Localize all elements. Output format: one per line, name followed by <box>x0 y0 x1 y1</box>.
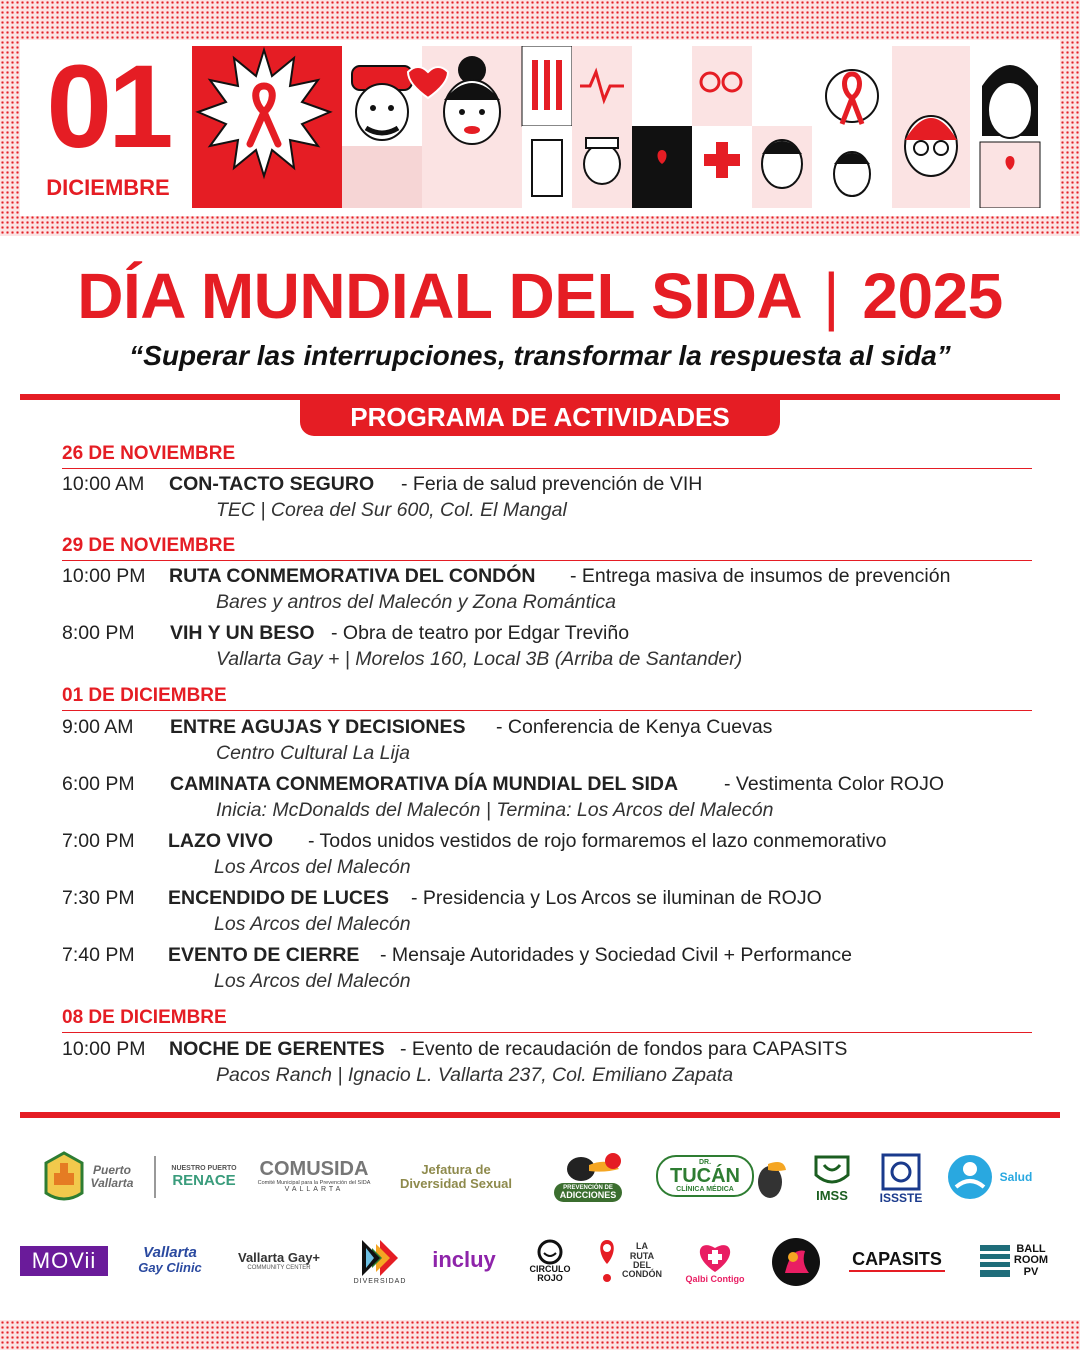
ballroom-stripes-icon <box>980 1245 1010 1277</box>
logo-text: MOVii <box>31 1248 97 1273</box>
event-title: ENTRE AGUJAS Y DECISIONES <box>170 716 466 738</box>
event-line <box>62 621 630 645</box>
event-time: 8:00 PM <box>62 622 135 644</box>
ballroom-text-stack <box>1014 1244 1048 1279</box>
logo-text: CONDÓN <box>622 1269 662 1280</box>
pacos-ranch-emblem-icon <box>771 1237 821 1287</box>
logo-text: Comité Municipal para la Prevención del SIDA <box>257 1180 371 1186</box>
event-location: Inicia: McDonalds del Malecón | Termina: Los Arcos del Malecón <box>216 799 774 821</box>
prevencion-adicciones-logo <box>540 1144 636 1206</box>
main-title <box>0 258 1080 334</box>
logo-text: Puerto Vallarta <box>90 1163 134 1190</box>
issste-logo <box>874 1148 928 1208</box>
logo-text: CAPASITS <box>852 1248 942 1269</box>
ruta-del-condon-logo <box>594 1234 664 1288</box>
event-line <box>62 1037 848 1061</box>
adicciones-badge <box>554 1183 623 1202</box>
salud-logo <box>944 1152 1034 1202</box>
logo-text: Gay Clinic <box>138 1260 202 1276</box>
logo-text: BALL <box>1016 1242 1046 1255</box>
issste-shield-icon <box>880 1152 922 1192</box>
incluy-logo <box>424 1240 504 1280</box>
event-location: Bares y antros del Malecón y Zona Romántica <box>216 591 616 613</box>
event-description: - Evento de recaudación de fondos para CAPASITS <box>400 1038 848 1060</box>
logo-text: LA <box>636 1241 648 1252</box>
event-line <box>62 829 887 853</box>
logo-text: IMSS <box>816 1188 848 1204</box>
dotted-pattern-bottom <box>0 1320 1080 1350</box>
circulo-rojo-logo <box>522 1234 578 1288</box>
day-heading: 08 DE DICIEMBRE <box>62 1007 1032 1033</box>
diversidad-sexual-logo <box>386 1158 526 1196</box>
logo-text: RUTA <box>629 1250 655 1261</box>
heart-plus-icon <box>695 1238 735 1274</box>
imss-logo <box>806 1150 858 1206</box>
ruta-text-stack <box>622 1242 662 1280</box>
event-line <box>62 564 951 588</box>
church-crest-icon <box>42 1149 86 1205</box>
day-heading: 01 DE DICIEMBRE <box>62 685 1032 711</box>
comusida-logo <box>254 1156 374 1196</box>
subtitle: “Superar las interrupciones, transformar la respuesta al sida” <box>129 340 951 371</box>
qalbi-contigo-logo <box>678 1232 752 1290</box>
location-pin-icon <box>596 1238 618 1284</box>
logo-divider <box>154 1156 156 1198</box>
event-location: Centro Cultural La Lija <box>216 742 411 764</box>
day-heading: 29 DE NOVIEMBRE <box>62 535 1032 561</box>
event-time: 10:00 AM <box>62 473 145 495</box>
capasits-logo <box>842 1244 952 1278</box>
logo-text: Salud <box>999 1170 1033 1184</box>
logo-text: DR. <box>698 1159 712 1166</box>
ballroom-pv-logo <box>968 1242 1060 1280</box>
logo-text: PREVENCIÓN DE <box>563 1184 613 1191</box>
logo-text: ISSSTE <box>879 1190 923 1205</box>
event-title: EVENTO DE CIERRE <box>168 944 360 966</box>
date-month: DICIEMBRE <box>46 175 170 200</box>
logo-text: Jefatura de <box>421 1162 491 1178</box>
event-description: - Obra de teatro por Edgar Treviño <box>331 622 630 644</box>
nurse-icon <box>584 138 620 184</box>
logo-text: PV <box>1023 1265 1039 1278</box>
imss-eagle-icon <box>812 1153 852 1189</box>
puerto-vallarta-logo <box>42 1148 142 1206</box>
day-heading: 26 DE NOVIEMBRE <box>62 443 1032 469</box>
circle-smile-icon <box>535 1239 565 1265</box>
test-tubes-icon <box>532 60 562 110</box>
event-time: 7:30 PM <box>62 887 135 909</box>
globe-ribbon-icon <box>826 70 878 124</box>
logo-text: Qalbi Contigo <box>685 1274 745 1284</box>
diversidad-logo <box>352 1234 408 1288</box>
logo-text: ROOM <box>1013 1254 1049 1267</box>
event-time: 6:00 PM <box>62 773 135 795</box>
event-description: - Entrega masiva de insumos de prevención <box>570 565 951 587</box>
event-title: VIH Y UN BESO <box>170 622 315 644</box>
toucan-icon <box>553 1149 623 1183</box>
date-number: 01 <box>46 41 170 173</box>
event-title: CON-TACTO SEGURO <box>169 473 375 495</box>
logo-text: CLÍNICA MÉDICA <box>676 1186 734 1193</box>
event-title: CAMINATA CONMEMORATIVA DÍA MUNDIAL DEL SIDA <box>170 773 679 795</box>
program-heading: PROGRAMA DE ACTIVIDADES <box>300 398 780 436</box>
event-location: TEC | Corea del Sur 600, Col. El Mangal <box>216 499 567 521</box>
logo-text: Vallarta Gay+ <box>237 1250 321 1266</box>
pacos-ranch-logo <box>770 1236 822 1288</box>
movii-logo <box>20 1246 108 1276</box>
logo-text: COMMUNITY CENTER <box>247 1264 311 1271</box>
event-description: - Feria de salud prevención de VIH <box>401 473 703 495</box>
event-time: 10:00 PM <box>62 1038 146 1060</box>
awareness-illustration <box>192 46 1050 208</box>
event-description: - Vestimenta Color ROJO <box>724 773 944 795</box>
event-description: - Mensaje Autoridades y Sociedad Civil + Performance <box>380 944 853 966</box>
renace-logo <box>168 1160 240 1194</box>
logo-text: COMUSIDA <box>259 1158 369 1180</box>
event-time: 7:00 PM <box>62 830 135 852</box>
dr-tucan-logo <box>654 1148 790 1204</box>
logo-text: Diversidad Sexual <box>400 1176 512 1191</box>
checklist-icon <box>532 140 562 196</box>
logo-text: NUESTRO PUERTO <box>171 1165 237 1173</box>
salud-icon <box>946 1153 994 1201</box>
logo-text: VALLARTA <box>284 1186 344 1193</box>
title-year: 2025 <box>862 260 1003 332</box>
man-portrait-icon <box>834 152 870 196</box>
event-line <box>62 772 944 796</box>
logo-text: CIRCULO <box>529 1263 571 1274</box>
event-location: Los Arcos del Malecón <box>214 970 411 992</box>
event-description: - Todos unidos vestidos de rojo formaremos el lazo conmemorativo <box>308 830 887 852</box>
event-location: Vallarta Gay + | Morelos 160, Local 3B (Arriba de Santander) <box>216 648 743 670</box>
event-time: 10:00 PM <box>62 565 146 587</box>
event-location: Los Arcos del Malecón <box>214 856 411 878</box>
logo-text: RENACE <box>172 1171 236 1189</box>
toucan-doctor-icon <box>754 1150 788 1202</box>
vallarta-gay-clinic-logo <box>128 1236 212 1284</box>
event-title: NOCHE DE GERENTES <box>169 1038 385 1060</box>
event-title: LAZO VIVO <box>168 830 274 852</box>
logo-text: ROJO <box>537 1273 563 1283</box>
dr-tucan-badge <box>656 1155 754 1197</box>
event-line <box>62 472 703 496</box>
pride-chevron-icon <box>360 1238 400 1278</box>
logo-text: TUCÁN <box>670 1165 740 1187</box>
event-title: ENCENDIDO DE LUCES <box>168 887 390 909</box>
header-banner <box>20 40 1060 216</box>
event-time: 9:00 AM <box>62 716 134 738</box>
event-line <box>62 943 853 967</box>
vallarta-gay-plus-logo <box>226 1242 332 1280</box>
logo-text: Vallarta <box>143 1244 197 1262</box>
title-text: DÍA MUNDIAL DEL SIDA <box>77 260 800 332</box>
event-location: Pacos Ranch | Ignacio L. Vallarta 237, Col. Emiliano Zapata <box>216 1064 734 1086</box>
event-line <box>62 715 773 739</box>
logo-text: ADICCIONES <box>559 1189 617 1200</box>
event-time: 7:40 PM <box>62 944 135 966</box>
man-with-beanie-icon <box>352 66 412 140</box>
event-description: - Presidencia y Los Arcos se iluminan de ROJO <box>411 887 822 909</box>
divider-bottom <box>20 1112 1060 1118</box>
event-description: - Conferencia de Kenya Cuevas <box>496 716 773 738</box>
logo-text: incluy <box>432 1247 496 1273</box>
woman-portrait-icon <box>762 140 802 188</box>
logo-text: DIVERSIDAD <box>353 1277 407 1285</box>
event-line <box>62 886 822 910</box>
event-title: RUTA CONMEMORATIVA DEL CONDÓN <box>169 565 536 587</box>
logo-text: DEL <box>633 1260 651 1270</box>
title-separator: | <box>822 260 840 332</box>
person-with-glasses-icon <box>905 116 957 176</box>
event-location: Los Arcos del Malecón <box>214 913 411 935</box>
capasits-underline <box>849 1270 945 1272</box>
